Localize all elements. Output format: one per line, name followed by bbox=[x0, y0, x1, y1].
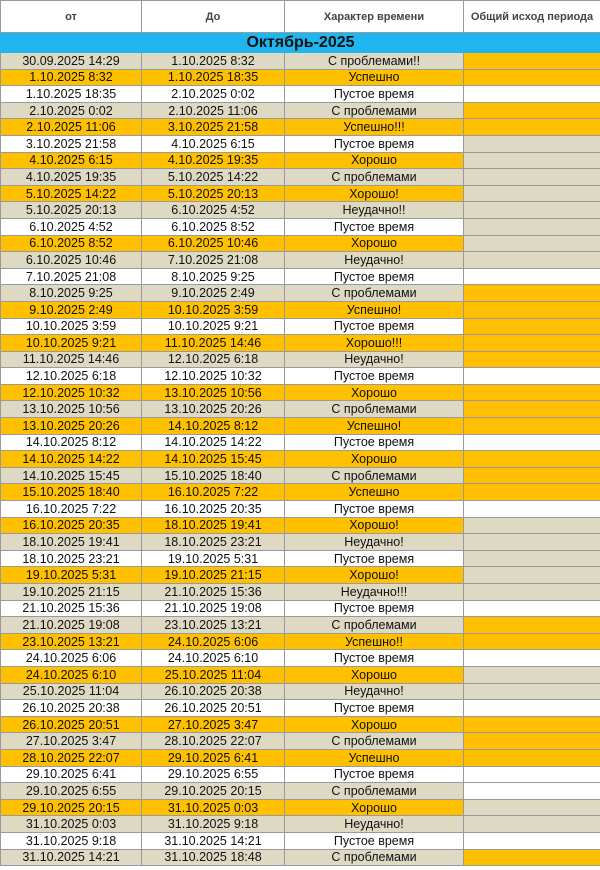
cell-outcome[interactable] bbox=[464, 285, 600, 302]
cell-outcome[interactable] bbox=[464, 335, 600, 352]
cell-from[interactable]: 13.10.2025 10:56 bbox=[1, 401, 142, 418]
cell-outcome[interactable] bbox=[464, 534, 600, 551]
cell-to[interactable]: 5.10.2025 20:13 bbox=[142, 185, 285, 202]
cell-outcome[interactable] bbox=[464, 69, 600, 86]
cell-outcome[interactable] bbox=[464, 252, 600, 269]
table-row bbox=[1, 86, 600, 103]
cell-to[interactable]: 16.10.2025 20:35 bbox=[142, 501, 285, 518]
cell-character[interactable]: Пустое время bbox=[285, 550, 464, 567]
cell-to[interactable]: 18.10.2025 19:41 bbox=[142, 517, 285, 534]
cell-from[interactable]: 12.10.2025 6:18 bbox=[1, 368, 142, 385]
table-row bbox=[1, 749, 600, 766]
cell-character[interactable]: Хорошо!!! bbox=[285, 335, 464, 352]
cell-character[interactable]: Пустое время bbox=[285, 650, 464, 667]
cell-to[interactable]: 14.10.2025 15:45 bbox=[142, 451, 285, 468]
table-row bbox=[1, 700, 600, 717]
cell-character[interactable]: Неудачно! bbox=[285, 816, 464, 833]
cell-to[interactable]: 3.10.2025 21:58 bbox=[142, 119, 285, 136]
cell-character[interactable]: Успешно! bbox=[285, 418, 464, 435]
cell-character[interactable]: Пустое время bbox=[285, 86, 464, 103]
table-row bbox=[1, 252, 600, 269]
cell-character[interactable]: Пустое время bbox=[285, 832, 464, 849]
cell-character[interactable]: Хорошо bbox=[285, 152, 464, 169]
cell-from[interactable]: 30.09.2025 14:29 bbox=[1, 53, 142, 70]
month-title-row bbox=[1, 33, 600, 53]
cell-character[interactable]: С проблемами bbox=[285, 783, 464, 800]
cell-to[interactable]: 26.10.2025 20:51 bbox=[142, 700, 285, 717]
cell-outcome[interactable] bbox=[464, 766, 600, 783]
table-row bbox=[1, 418, 600, 435]
cell-character[interactable]: Пустое время bbox=[285, 135, 464, 152]
cell-from[interactable]: 10.10.2025 3:59 bbox=[1, 318, 142, 335]
cell-character[interactable]: Пустое время bbox=[285, 700, 464, 717]
table-row bbox=[1, 351, 600, 368]
cell-to[interactable]: 12.10.2025 6:18 bbox=[142, 351, 285, 368]
table-row bbox=[1, 683, 600, 700]
table-row bbox=[1, 550, 600, 567]
cell-from[interactable]: 29.10.2025 6:41 bbox=[1, 766, 142, 783]
cell-character[interactable]: Успешно bbox=[285, 484, 464, 501]
cell-to[interactable]: 1.10.2025 8:32 bbox=[142, 53, 285, 70]
cell-to[interactable]: 24.10.2025 6:06 bbox=[142, 633, 285, 650]
cell-to[interactable]: 31.10.2025 9:18 bbox=[142, 816, 285, 833]
table-row bbox=[1, 799, 600, 816]
cell-character[interactable]: Успешно! bbox=[285, 301, 464, 318]
cell-outcome[interactable] bbox=[464, 567, 600, 584]
cell-from[interactable]: 2.10.2025 11:06 bbox=[1, 119, 142, 136]
cell-character[interactable]: С проблемами!! bbox=[285, 53, 464, 70]
cell-character[interactable]: Успешно bbox=[285, 69, 464, 86]
cell-from[interactable]: 19.10.2025 21:15 bbox=[1, 584, 142, 601]
cell-to[interactable]: 1.10.2025 18:35 bbox=[142, 69, 285, 86]
cell-character[interactable]: Хорошо bbox=[285, 716, 464, 733]
cell-to[interactable]: 19.10.2025 21:15 bbox=[142, 567, 285, 584]
cell-from[interactable]: 31.10.2025 14:21 bbox=[1, 849, 142, 866]
table-row bbox=[1, 169, 600, 186]
table-row bbox=[1, 384, 600, 401]
cell-to[interactable]: 19.10.2025 5:31 bbox=[142, 550, 285, 567]
cell-character[interactable]: Успешно bbox=[285, 749, 464, 766]
cell-character[interactable]: С проблемами bbox=[285, 617, 464, 634]
cell-from[interactable]: 13.10.2025 20:26 bbox=[1, 418, 142, 435]
cell-outcome[interactable] bbox=[464, 633, 600, 650]
cell-from[interactable]: 14.10.2025 8:12 bbox=[1, 434, 142, 451]
cell-outcome[interactable] bbox=[464, 550, 600, 567]
cell-from[interactable]: 18.10.2025 23:21 bbox=[1, 550, 142, 567]
table-row bbox=[1, 567, 600, 584]
cell-from[interactable]: 29.10.2025 6:55 bbox=[1, 783, 142, 800]
cell-from[interactable]: 10.10.2025 9:21 bbox=[1, 335, 142, 352]
cell-outcome[interactable] bbox=[464, 169, 600, 186]
table-row bbox=[1, 584, 600, 601]
cell-outcome[interactable] bbox=[464, 467, 600, 484]
cell-character[interactable]: Неудачно! bbox=[285, 351, 464, 368]
cell-to[interactable]: 7.10.2025 21:08 bbox=[142, 252, 285, 269]
table-row bbox=[1, 783, 600, 800]
cell-outcome[interactable] bbox=[464, 849, 600, 866]
cell-to[interactable]: 29.10.2025 6:55 bbox=[142, 766, 285, 783]
cell-outcome[interactable] bbox=[464, 268, 600, 285]
cell-from[interactable]: 4.10.2025 19:35 bbox=[1, 169, 142, 186]
cell-to[interactable]: 4.10.2025 19:35 bbox=[142, 152, 285, 169]
cell-from[interactable]: 6.10.2025 10:46 bbox=[1, 252, 142, 269]
cell-outcome[interactable] bbox=[464, 650, 600, 667]
cell-from[interactable]: 14.10.2025 14:22 bbox=[1, 451, 142, 468]
table-row bbox=[1, 401, 600, 418]
table-row bbox=[1, 434, 600, 451]
cell-from[interactable]: 24.10.2025 6:06 bbox=[1, 650, 142, 667]
cell-from[interactable]: 3.10.2025 21:58 bbox=[1, 135, 142, 152]
cell-character[interactable]: Хорошо! bbox=[285, 517, 464, 534]
table-row bbox=[1, 733, 600, 750]
cell-outcome[interactable] bbox=[464, 135, 600, 152]
header-row bbox=[1, 1, 600, 33]
table-row bbox=[1, 102, 600, 119]
cell-outcome[interactable] bbox=[464, 434, 600, 451]
cell-outcome[interactable] bbox=[464, 53, 600, 70]
table-row bbox=[1, 268, 600, 285]
cell-outcome[interactable] bbox=[464, 617, 600, 634]
cell-outcome[interactable] bbox=[464, 783, 600, 800]
cell-to[interactable]: 10.10.2025 9:21 bbox=[142, 318, 285, 335]
cell-from[interactable]: 19.10.2025 5:31 bbox=[1, 567, 142, 584]
table-row bbox=[1, 119, 600, 136]
cell-character[interactable]: Пустое время bbox=[285, 501, 464, 518]
cell-outcome[interactable] bbox=[464, 517, 600, 534]
table-row bbox=[1, 849, 600, 866]
cell-to[interactable]: 26.10.2025 20:38 bbox=[142, 683, 285, 700]
cell-to[interactable]: 28.10.2025 22:07 bbox=[142, 733, 285, 750]
cell-outcome[interactable] bbox=[464, 683, 600, 700]
cell-from[interactable]: 14.10.2025 15:45 bbox=[1, 467, 142, 484]
cell-character[interactable]: С проблемами bbox=[285, 467, 464, 484]
cell-outcome[interactable] bbox=[464, 584, 600, 601]
cell-character[interactable]: Неудачно! bbox=[285, 683, 464, 700]
table-row bbox=[1, 69, 600, 86]
table-row bbox=[1, 832, 600, 849]
table-row bbox=[1, 816, 600, 833]
cell-to[interactable]: 2.10.2025 0:02 bbox=[142, 86, 285, 103]
table-row bbox=[1, 633, 600, 650]
cell-character[interactable]: Пустое время bbox=[285, 318, 464, 335]
cell-outcome[interactable] bbox=[464, 202, 600, 219]
cell-from[interactable]: 11.10.2025 14:46 bbox=[1, 351, 142, 368]
header-to[interactable]: До bbox=[142, 1, 285, 33]
cell-outcome[interactable] bbox=[464, 749, 600, 766]
cell-character[interactable]: Неудачно! bbox=[285, 534, 464, 551]
cell-from[interactable]: 15.10.2025 18:40 bbox=[1, 484, 142, 501]
cell-outcome[interactable] bbox=[464, 218, 600, 235]
cell-to[interactable]: 11.10.2025 14:46 bbox=[142, 335, 285, 352]
cell-outcome[interactable] bbox=[464, 716, 600, 733]
table-row bbox=[1, 501, 600, 518]
table-row bbox=[1, 135, 600, 152]
cell-from[interactable]: 24.10.2025 6:10 bbox=[1, 666, 142, 683]
cell-outcome[interactable] bbox=[464, 700, 600, 717]
cell-character[interactable]: Хорошо bbox=[285, 451, 464, 468]
cell-to[interactable]: 6.10.2025 8:52 bbox=[142, 218, 285, 235]
cell-to[interactable]: 29.10.2025 20:15 bbox=[142, 783, 285, 800]
cell-outcome[interactable] bbox=[464, 418, 600, 435]
cell-outcome[interactable] bbox=[464, 235, 600, 252]
cell-outcome[interactable] bbox=[464, 318, 600, 335]
cell-character[interactable]: Успешно!!! bbox=[285, 119, 464, 136]
table-row bbox=[1, 467, 600, 484]
cell-from[interactable]: 31.10.2025 9:18 bbox=[1, 832, 142, 849]
cell-from[interactable]: 27.10.2025 3:47 bbox=[1, 733, 142, 750]
cell-from[interactable]: 6.10.2025 8:52 bbox=[1, 235, 142, 252]
cell-from[interactable]: 16.10.2025 20:35 bbox=[1, 517, 142, 534]
header-character[interactable]: Характер времени bbox=[285, 1, 464, 33]
cell-outcome[interactable] bbox=[464, 368, 600, 385]
cell-from[interactable]: 8.10.2025 9:25 bbox=[1, 285, 142, 302]
cell-from[interactable]: 1.10.2025 18:35 bbox=[1, 86, 142, 103]
cell-character[interactable]: Пустое время bbox=[285, 368, 464, 385]
header-outcome[interactable]: Общий исход периода bbox=[464, 1, 600, 33]
cell-to[interactable]: 25.10.2025 11:04 bbox=[142, 666, 285, 683]
table-row bbox=[1, 451, 600, 468]
cell-outcome[interactable] bbox=[464, 384, 600, 401]
cell-outcome[interactable] bbox=[464, 666, 600, 683]
cell-from[interactable]: 31.10.2025 0:03 bbox=[1, 816, 142, 833]
cell-outcome[interactable] bbox=[464, 501, 600, 518]
cell-to[interactable]: 8.10.2025 9:25 bbox=[142, 268, 285, 285]
cell-to[interactable]: 6.10.2025 4:52 bbox=[142, 202, 285, 219]
cell-outcome[interactable] bbox=[464, 451, 600, 468]
cell-to[interactable]: 9.10.2025 2:49 bbox=[142, 285, 285, 302]
cell-to[interactable]: 21.10.2025 19:08 bbox=[142, 600, 285, 617]
cell-outcome[interactable] bbox=[464, 152, 600, 169]
cell-outcome[interactable] bbox=[464, 185, 600, 202]
table-row bbox=[1, 235, 600, 252]
table-row bbox=[1, 617, 600, 634]
cell-character[interactable]: Хорошо! bbox=[285, 185, 464, 202]
table-row bbox=[1, 202, 600, 219]
cell-from[interactable]: 26.10.2025 20:51 bbox=[1, 716, 142, 733]
cell-outcome[interactable] bbox=[464, 301, 600, 318]
cell-to[interactable]: 31.10.2025 14:21 bbox=[142, 832, 285, 849]
cell-from[interactable]: 21.10.2025 19:08 bbox=[1, 617, 142, 634]
cell-to[interactable]: 27.10.2025 3:47 bbox=[142, 716, 285, 733]
table-row bbox=[1, 285, 600, 302]
cell-from[interactable]: 29.10.2025 20:15 bbox=[1, 799, 142, 816]
header-from[interactable]: от bbox=[1, 1, 142, 33]
cell-character[interactable]: Пустое время bbox=[285, 766, 464, 783]
cell-from[interactable]: 21.10.2025 15:36 bbox=[1, 600, 142, 617]
cell-character[interactable]: Неудачно!!! bbox=[285, 584, 464, 601]
cell-to[interactable]: 24.10.2025 6:10 bbox=[142, 650, 285, 667]
cell-to[interactable]: 14.10.2025 14:22 bbox=[142, 434, 285, 451]
cell-from[interactable]: 12.10.2025 10:32 bbox=[1, 384, 142, 401]
table-row bbox=[1, 666, 600, 683]
cell-character[interactable]: Хорошо bbox=[285, 666, 464, 683]
cell-from[interactable]: 9.10.2025 2:49 bbox=[1, 301, 142, 318]
cell-to[interactable]: 15.10.2025 18:40 bbox=[142, 467, 285, 484]
cell-outcome[interactable] bbox=[464, 86, 600, 103]
cell-character[interactable]: С проблемами bbox=[285, 401, 464, 418]
table-row bbox=[1, 218, 600, 235]
cell-from[interactable]: 18.10.2025 19:41 bbox=[1, 534, 142, 551]
cell-to[interactable]: 18.10.2025 23:21 bbox=[142, 534, 285, 551]
cell-from[interactable]: 6.10.2025 4:52 bbox=[1, 218, 142, 235]
table-row bbox=[1, 53, 600, 70]
cell-to[interactable]: 4.10.2025 6:15 bbox=[142, 135, 285, 152]
cell-to[interactable]: 6.10.2025 10:46 bbox=[142, 235, 285, 252]
table-row bbox=[1, 335, 600, 352]
month-title[interactable]: Октябрь-2025 bbox=[1, 33, 600, 53]
cell-character[interactable]: Пустое время bbox=[285, 434, 464, 451]
cell-outcome[interactable] bbox=[464, 401, 600, 418]
cell-from[interactable]: 1.10.2025 8:32 bbox=[1, 69, 142, 86]
cell-character[interactable]: Хорошо bbox=[285, 799, 464, 816]
table-row bbox=[1, 152, 600, 169]
cell-character[interactable]: С проблемами bbox=[285, 849, 464, 866]
cell-character[interactable]: С проблемами bbox=[285, 285, 464, 302]
cell-to[interactable]: 29.10.2025 6:41 bbox=[142, 749, 285, 766]
cell-to[interactable]: 5.10.2025 14:22 bbox=[142, 169, 285, 186]
cell-to[interactable]: 2.10.2025 11:06 bbox=[142, 102, 285, 119]
cell-outcome[interactable] bbox=[464, 119, 600, 136]
table-row bbox=[1, 650, 600, 667]
cell-to[interactable]: 10.10.2025 3:59 bbox=[142, 301, 285, 318]
cell-character[interactable]: Хорошо! bbox=[285, 567, 464, 584]
cell-character[interactable]: Хорошо bbox=[285, 384, 464, 401]
cell-outcome[interactable] bbox=[464, 351, 600, 368]
cell-from[interactable]: 16.10.2025 7:22 bbox=[1, 501, 142, 518]
cell-from[interactable]: 28.10.2025 22:07 bbox=[1, 749, 142, 766]
table-row bbox=[1, 318, 600, 335]
cell-to[interactable]: 13.10.2025 10:56 bbox=[142, 384, 285, 401]
cell-to[interactable]: 31.10.2025 0:03 bbox=[142, 799, 285, 816]
cell-outcome[interactable] bbox=[464, 484, 600, 501]
table-row bbox=[1, 766, 600, 783]
cell-to[interactable]: 21.10.2025 15:36 bbox=[142, 584, 285, 601]
cell-character[interactable]: Пустое время bbox=[285, 268, 464, 285]
cell-character[interactable]: Пустое время bbox=[285, 218, 464, 235]
cell-from[interactable]: 23.10.2025 13:21 bbox=[1, 633, 142, 650]
cell-to[interactable]: 14.10.2025 8:12 bbox=[142, 418, 285, 435]
cell-outcome[interactable] bbox=[464, 832, 600, 849]
cell-outcome[interactable] bbox=[464, 102, 600, 119]
cell-character[interactable]: С проблемами bbox=[285, 102, 464, 119]
cell-outcome[interactable] bbox=[464, 816, 600, 833]
cell-from[interactable]: 26.10.2025 20:38 bbox=[1, 700, 142, 717]
cell-to[interactable]: 16.10.2025 7:22 bbox=[142, 484, 285, 501]
cell-character[interactable]: Хорошо bbox=[285, 235, 464, 252]
table-row bbox=[1, 185, 600, 202]
table-row bbox=[1, 534, 600, 551]
cell-outcome[interactable] bbox=[464, 799, 600, 816]
cell-from[interactable]: 5.10.2025 20:13 bbox=[1, 202, 142, 219]
cell-from[interactable]: 4.10.2025 6:15 bbox=[1, 152, 142, 169]
cell-from[interactable]: 5.10.2025 14:22 bbox=[1, 185, 142, 202]
cell-from[interactable]: 2.10.2025 0:02 bbox=[1, 102, 142, 119]
table-row bbox=[1, 484, 600, 501]
cell-to[interactable]: 12.10.2025 10:32 bbox=[142, 368, 285, 385]
cell-outcome[interactable] bbox=[464, 733, 600, 750]
cell-outcome[interactable] bbox=[464, 600, 600, 617]
cell-character[interactable]: С проблемами bbox=[285, 733, 464, 750]
cell-character[interactable]: С проблемами bbox=[285, 169, 464, 186]
cell-to[interactable]: 23.10.2025 13:21 bbox=[142, 617, 285, 634]
cell-from[interactable]: 25.10.2025 11:04 bbox=[1, 683, 142, 700]
table-row bbox=[1, 301, 600, 318]
table-row bbox=[1, 716, 600, 733]
cell-to[interactable]: 31.10.2025 18:48 bbox=[142, 849, 285, 866]
table-row bbox=[1, 600, 600, 617]
cell-to[interactable]: 13.10.2025 20:26 bbox=[142, 401, 285, 418]
cell-character[interactable]: Пустое время bbox=[285, 600, 464, 617]
cell-character[interactable]: Успешно!! bbox=[285, 633, 464, 650]
table-row bbox=[1, 517, 600, 534]
cell-character[interactable]: Неудачно! bbox=[285, 252, 464, 269]
cell-character[interactable]: Неудачно!! bbox=[285, 202, 464, 219]
table-row bbox=[1, 368, 600, 385]
cell-from[interactable]: 7.10.2025 21:08 bbox=[1, 268, 142, 285]
